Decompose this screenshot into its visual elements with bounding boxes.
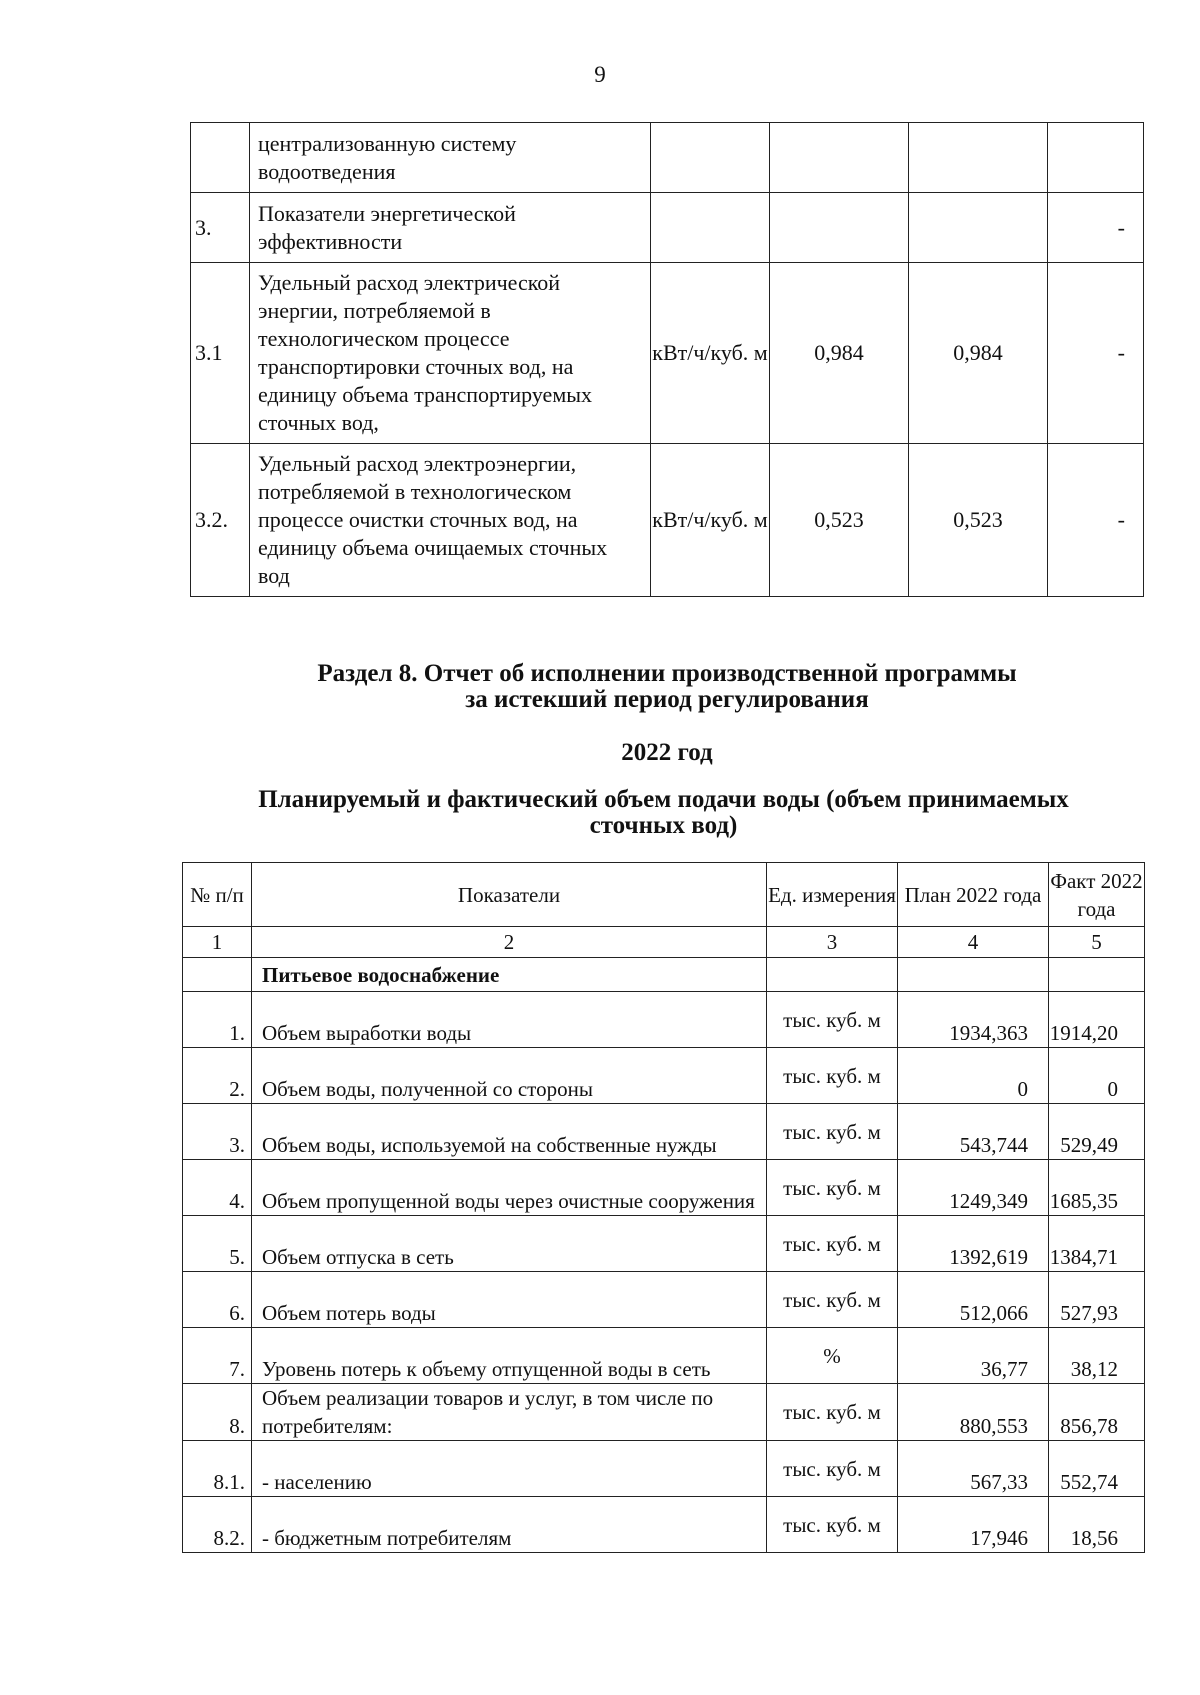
row-number: 3.2. — [191, 444, 250, 597]
row-number: 8.1. — [183, 1441, 252, 1497]
table-row — [191, 444, 1144, 597]
index-cell: 5 — [1049, 927, 1145, 958]
table2-title-line2: сточных вод) — [589, 812, 738, 839]
row-number: 7. — [183, 1328, 252, 1384]
table-row — [183, 1328, 1145, 1384]
indicator-name: Уровень потерь к объему отпущенной воды в сеть — [252, 1328, 767, 1384]
plan-cell: 1249,349 — [898, 1160, 1049, 1216]
unit-cell: тыс. куб. м — [767, 1160, 898, 1216]
plan-cell: 567,33 — [898, 1441, 1049, 1497]
unit-cell: тыс. куб. м — [767, 1441, 898, 1497]
header-num: № п/п — [183, 863, 252, 927]
indicator-name: централизованную систему водоотведения — [250, 123, 651, 193]
fact-cell: 0,523 — [909, 444, 1048, 597]
unit-cell — [651, 123, 770, 193]
table-row — [191, 123, 1144, 193]
plan-cell: 17,946 — [898, 1497, 1049, 1553]
plan-cell: 543,744 — [898, 1104, 1049, 1160]
unit-cell: кВт/ч/куб. м — [651, 263, 770, 444]
row-number: 6. — [183, 1272, 252, 1328]
row-number: 3. — [183, 1104, 252, 1160]
table-row — [183, 1104, 1145, 1160]
indicator-name: Объем воды, используемой на собственные нужды — [252, 1104, 767, 1160]
table-row — [183, 1048, 1145, 1104]
fact-cell: 527,93 — [1049, 1272, 1145, 1328]
plan-cell: 512,066 — [898, 1272, 1049, 1328]
indicator-name: Объем реализации товаров и услуг, в том числе по потребителям: — [252, 1384, 767, 1441]
fact-cell: 552,74 — [1049, 1441, 1145, 1497]
indicator-name: Объем воды, полученной со стороны — [252, 1048, 767, 1104]
plan-cell: 880,553 — [898, 1384, 1049, 1441]
unit-cell: тыс. куб. м — [767, 1048, 898, 1104]
index-cell: 3 — [767, 927, 898, 958]
indicator-name: Объем потерь воды — [252, 1272, 767, 1328]
section-title-line2: за истекший период регулирования — [465, 686, 869, 713]
row-number: 8. — [183, 1384, 252, 1441]
table-row — [183, 992, 1145, 1048]
deviation-cell: - — [1048, 193, 1144, 263]
table-row — [183, 1216, 1145, 1272]
indicator-name: - населению — [252, 1441, 767, 1497]
fact-cell: 0 — [1049, 1048, 1145, 1104]
header-unit: Ед. измерения — [767, 863, 898, 927]
indicator-name: Объем отпуска в сеть — [252, 1216, 767, 1272]
energy-efficiency-table — [190, 122, 1144, 597]
row-number: 2. — [183, 1048, 252, 1104]
year-heading: 2022 год — [621, 739, 713, 766]
unit-cell — [651, 193, 770, 263]
unit-cell: тыс. куб. м — [767, 1384, 898, 1441]
table-row — [191, 263, 1144, 444]
index-cell: 2 — [252, 927, 767, 958]
plan-cell: 0 — [898, 1048, 1049, 1104]
header-fact: Факт 2022 года — [1049, 863, 1145, 927]
table-row — [183, 1272, 1145, 1328]
indicator-name: Удельный расход электрической энергии, потребляемой в технологическом процессе транспортировки сточных вод, на единицу объема транспортируемых сточных вод, — [250, 263, 651, 444]
row-number: 4. — [183, 1160, 252, 1216]
plan-cell: 36,77 — [898, 1328, 1049, 1384]
header-name: Показатели — [252, 863, 767, 927]
deviation-cell: - — [1048, 263, 1144, 444]
deviation-cell: - — [1048, 444, 1144, 597]
table-row — [183, 1384, 1145, 1441]
table-row — [191, 193, 1144, 263]
fact-cell: 0,984 — [909, 263, 1048, 444]
row-number: 3. — [191, 193, 250, 263]
row-number — [191, 123, 250, 193]
table-row — [183, 1497, 1145, 1553]
header-plan: План 2022 года — [898, 863, 1049, 927]
page-number: 9 — [594, 62, 606, 87]
plan-cell: 0,523 — [770, 444, 909, 597]
plan-cell: 1392,619 — [898, 1216, 1049, 1272]
indicator-name: Удельный расход электроэнергии, потребляемой в технологическом процессе очистки сточных вод, на единицу объема очищаемых сточных вод — [250, 444, 651, 597]
section-label: Питьевое водоснабжение — [252, 958, 767, 992]
unit-cell: тыс. куб. м — [767, 1272, 898, 1328]
unit-cell: тыс. куб. м — [767, 1497, 898, 1553]
row-number: 8.2. — [183, 1497, 252, 1553]
unit-cell: тыс. куб. м — [767, 1216, 898, 1272]
fact-cell: 1914,20 — [1049, 992, 1145, 1048]
fact-cell — [909, 123, 1048, 193]
table-row — [183, 1441, 1145, 1497]
indicator-name: - бюджетным потребителям — [252, 1497, 767, 1553]
unit-cell: тыс. куб. м — [767, 1104, 898, 1160]
fact-cell: 856,78 — [1049, 1384, 1145, 1441]
table-header-row — [183, 863, 1145, 927]
water-supply-table — [182, 862, 1145, 1553]
plan-cell: 1934,363 — [898, 992, 1049, 1048]
fact-cell — [909, 193, 1048, 263]
indicator-name: Объем выработки воды — [252, 992, 767, 1048]
table2-title-line1: Планируемый и фактический объем подачи воды (объем принимаемых — [258, 786, 1069, 813]
row-number: 3.1 — [191, 263, 250, 444]
indicator-name: Объем пропущенной воды через очистные сооружения — [252, 1160, 767, 1216]
table-row — [183, 1160, 1145, 1216]
fact-cell: 1384,71 — [1049, 1216, 1145, 1272]
unit-cell: кВт/ч/куб. м — [651, 444, 770, 597]
fact-cell: 1685,35 — [1049, 1160, 1145, 1216]
fact-cell: 38,12 — [1049, 1328, 1145, 1384]
deviation-cell — [1048, 123, 1144, 193]
plan-cell — [770, 193, 909, 263]
unit-cell: % — [767, 1328, 898, 1384]
index-cell: 1 — [183, 927, 252, 958]
plan-cell: 0,984 — [770, 263, 909, 444]
section-row — [183, 958, 1145, 992]
column-index-row — [183, 927, 1145, 958]
row-number: 5. — [183, 1216, 252, 1272]
section-title-line1: Раздел 8. Отчет об исполнении производственной программы — [317, 660, 1017, 687]
row-number: 1. — [183, 992, 252, 1048]
fact-cell: 529,49 — [1049, 1104, 1145, 1160]
index-cell: 4 — [898, 927, 1049, 958]
indicator-name: Показатели энергетической эффективности — [250, 193, 651, 263]
plan-cell — [770, 123, 909, 193]
unit-cell: тыс. куб. м — [767, 992, 898, 1048]
fact-cell: 18,56 — [1049, 1497, 1145, 1553]
